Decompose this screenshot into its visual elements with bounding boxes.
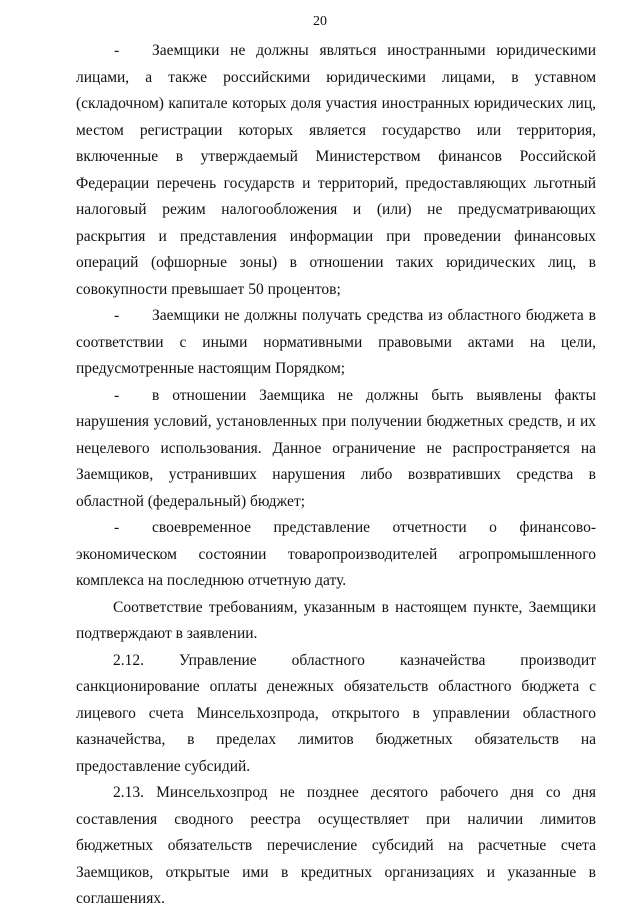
- bullet-paragraph-timely-reporting: [76, 515, 596, 595]
- paragraph-text: в отношении Заемщика не должны быть выявлены факты нарушения условий, установленных при получении бюджетных средств, и их нецелевого использования. Данное ограничение не распространяется на Заемщиков, устранивших нарушения либо возвративших средства в областной (федеральный) бюджет;: [76, 386, 596, 510]
- bullet-dash: -: [114, 386, 120, 404]
- bullet-paragraph-foreign-entities: [76, 38, 596, 303]
- bullet-dash: -: [114, 42, 120, 59]
- paragraph-clause-2-12: 2.12. Управление областного казначейства производит санкционирование оплаты денежных обязательств областного бюджета с лицевого счета Минсельхозпрода, открытого в управлении областного казначейства, в пределах лимитов бюджетных обязательств на предоставление субсидий.: [76, 651, 596, 775]
- bullet-dash: -: [114, 519, 120, 536]
- paragraph-compliance-statement: Соответствие требованиям, указанным в настоящем пункте, Заемщики подтверждают в заявлении.: [76, 598, 596, 642]
- bullet-dash: -: [114, 307, 120, 324]
- paragraph-text: Заемщики не должны являться иностранными юридическими лицами, а также российскими юридическими лицами, в уставном (складочном) капитале которых доля участия иностранных юридических лиц, местом регистрации которых является государство или территория, включенные в утверждаемый Министерством финансов Российской Федерации перечень государств и территорий, предоставляющих льготный налоговый режим налогообложения и (или) не предусматривающих раскрытия и представления информации при проведении финансовых операций (офшорные зоны) в отношении таких юридических лиц, в совокупности превышает 50 процентов;: [76, 42, 596, 298]
- page-number: 20: [313, 14, 327, 29]
- paragraph-text: Заемщики не должны получать средства из областного бюджета в соответствии с иными нормативными правовыми актами на цели, предусмотренные настоящим Порядком;: [76, 307, 596, 377]
- paragraph-clause-2-13: 2.13. Минсельхозпрод не позднее десятого рабочего дня со дня составления сводного реестра осуществляет при наличии лимитов бюджетных обязательств перечисление субсидий на расчетные счета Заемщиков, открытые ими в кредитных организациях и указанные в соглашениях.: [76, 784, 596, 907]
- document-body: [76, 38, 596, 913]
- bullet-paragraph-no-other-funds: [76, 303, 596, 383]
- bullet-paragraph-no-violations: [76, 383, 596, 516]
- paragraph-text: своевременное представление отчетности о финансово-экономическом состоянии товаропроизводителей агропромышленного комплекса на последнюю отчетную дату.: [76, 519, 596, 589]
